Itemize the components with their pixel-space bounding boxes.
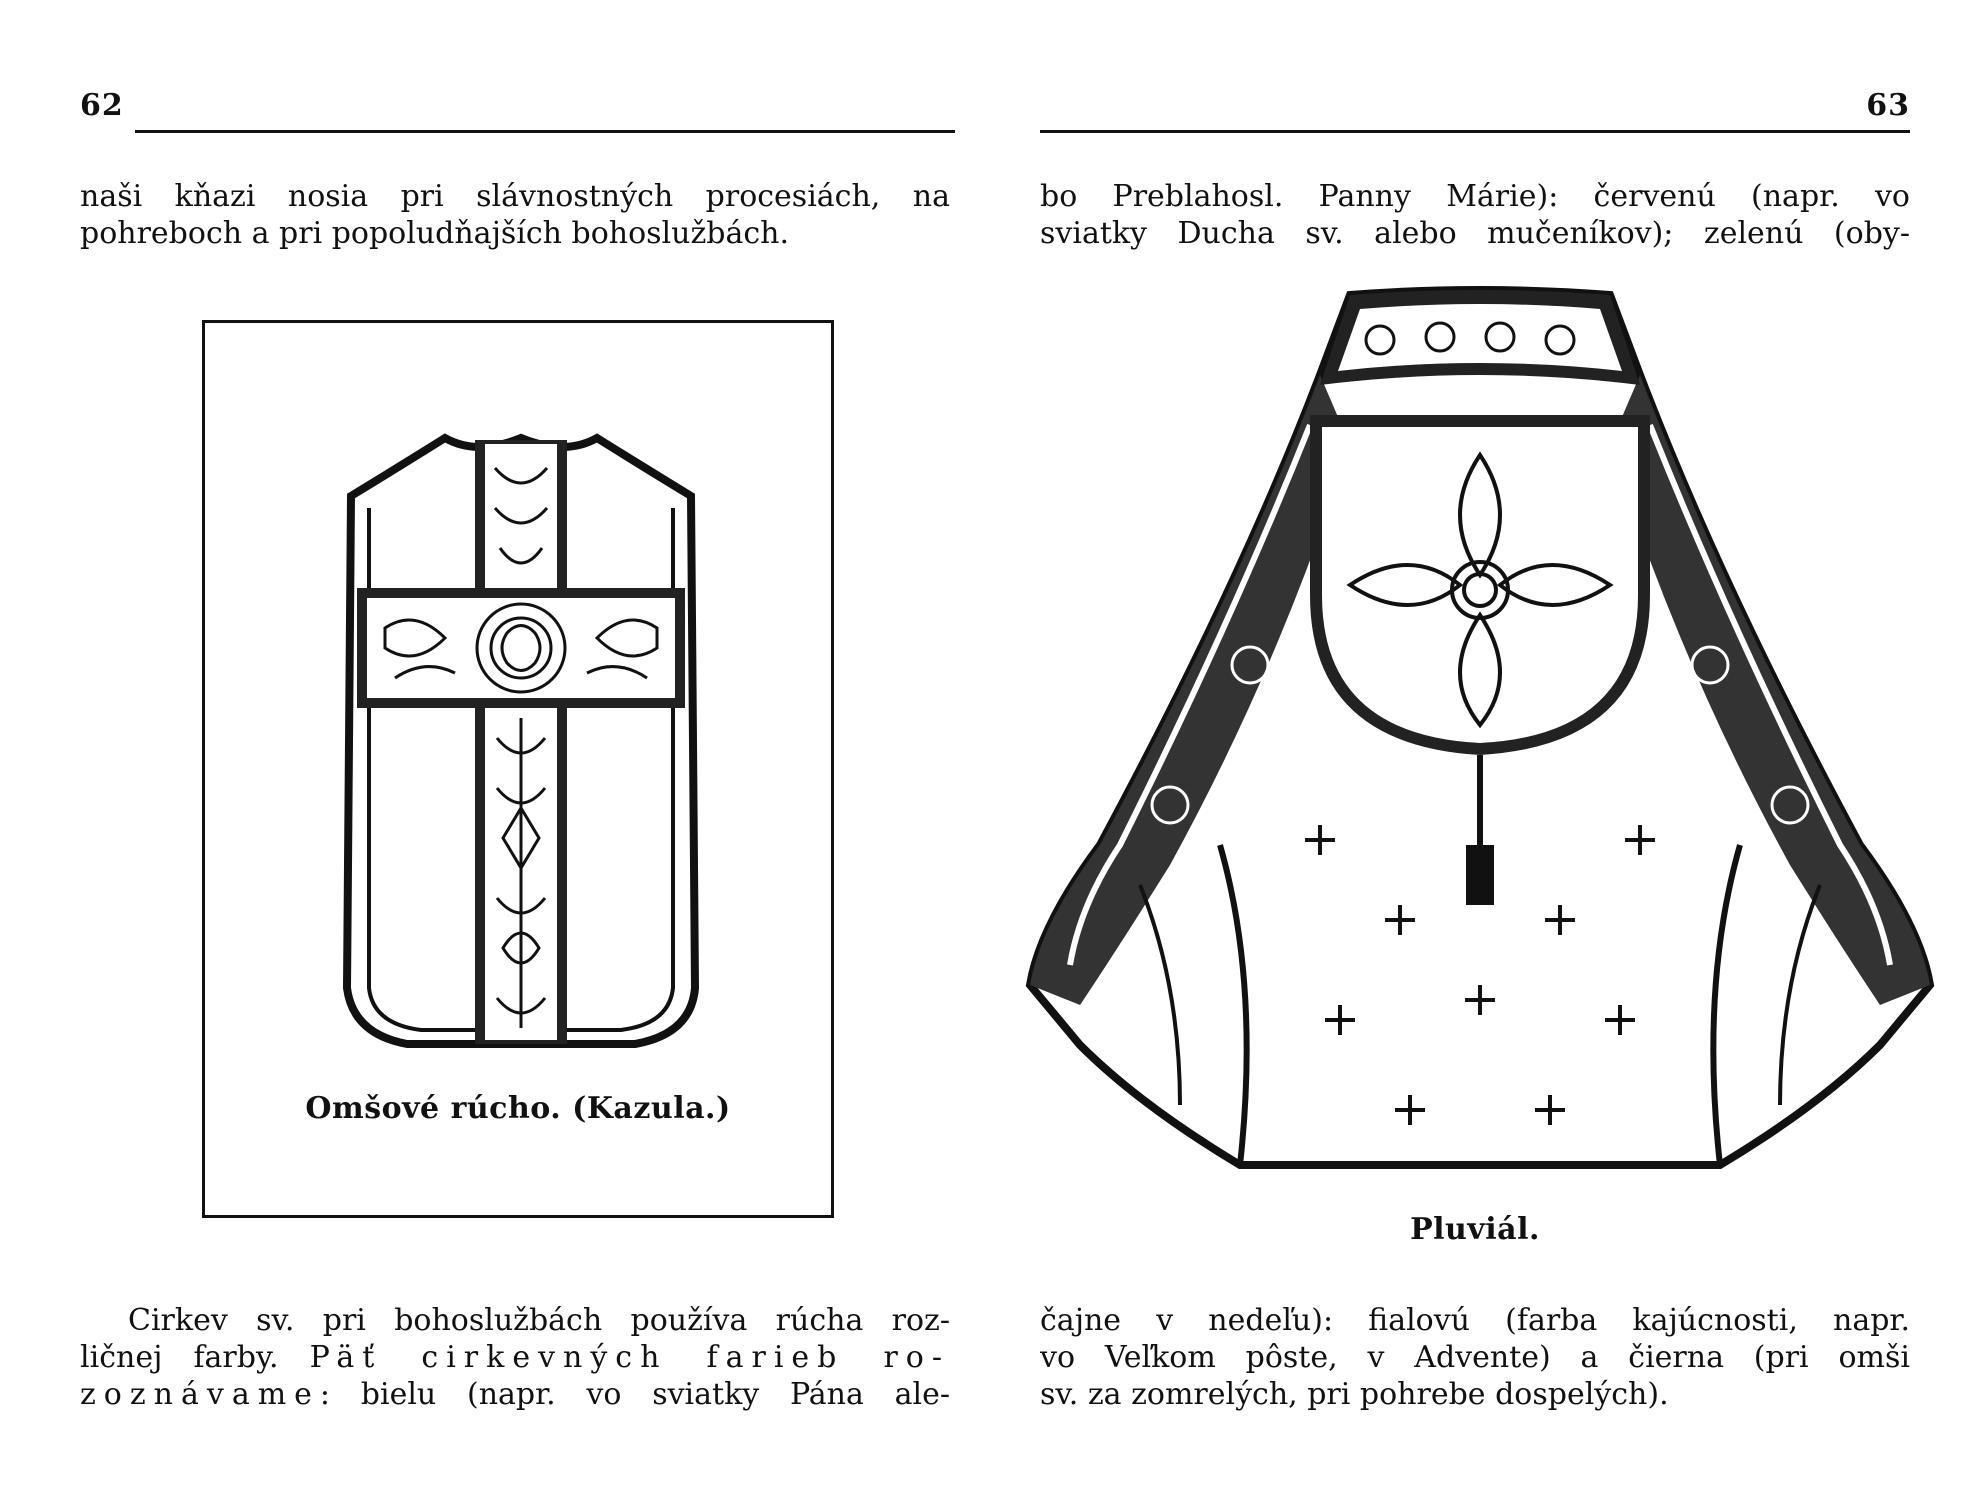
text-line: naši kňazi nosia pri slávnostných procesiách, na xyxy=(80,179,950,214)
text-fragment: ličnej farby. xyxy=(80,1340,310,1375)
top-paragraph xyxy=(80,178,950,252)
page-number: 62 xyxy=(80,88,124,123)
cope-illustration xyxy=(1020,285,1940,1185)
spaced-text: zoznávame xyxy=(80,1377,320,1412)
bottom-paragraph xyxy=(80,1302,950,1413)
text-line: čajne v nedeľu): fialovú (farba kajúcnosti, napr. xyxy=(1040,1303,1910,1338)
figure-caption: Pluviál. xyxy=(1410,1212,1540,1247)
pluvial-figure xyxy=(1020,285,1940,1185)
text-line: vo Veľkom pôste, v Advente) a čierna (pri omši xyxy=(1040,1340,1910,1375)
right-page xyxy=(1040,0,1910,1500)
header-rule xyxy=(1040,130,1910,133)
chasuble-illustration xyxy=(325,428,717,1048)
text-line xyxy=(80,1339,950,1376)
text-line xyxy=(80,1376,950,1413)
top-paragraph xyxy=(1040,178,1910,252)
header-rule xyxy=(135,130,955,133)
text-line: Cirkev sv. pri bohoslužbách používa rúcha roz- xyxy=(128,1303,950,1338)
spaced-text: Päť cirkevných farieb ro- xyxy=(309,1340,950,1375)
text-line: sv. za zomrelých, pri pohrebe dospelých). xyxy=(1040,1377,1669,1412)
kazula-figure xyxy=(202,320,834,1218)
text-line: sviatky Ducha sv. alebo mučeníkov); zelenú (oby- xyxy=(1040,216,1910,251)
page-number: 63 xyxy=(1866,88,1910,123)
text-line: pohreboch a pri popoludňajších bohoslužbách. xyxy=(80,216,790,251)
text-line: bo Preblahosl. Panny Márie): červenú (napr. vo xyxy=(1040,179,1910,214)
bottom-paragraph xyxy=(1040,1302,1910,1413)
figure-caption: Omšové rúcho. (Kazula.) xyxy=(305,1091,731,1126)
text-fragment: : bielu (napr. vo sviatky Pána ale- xyxy=(319,1377,950,1412)
left-page xyxy=(80,0,950,1500)
